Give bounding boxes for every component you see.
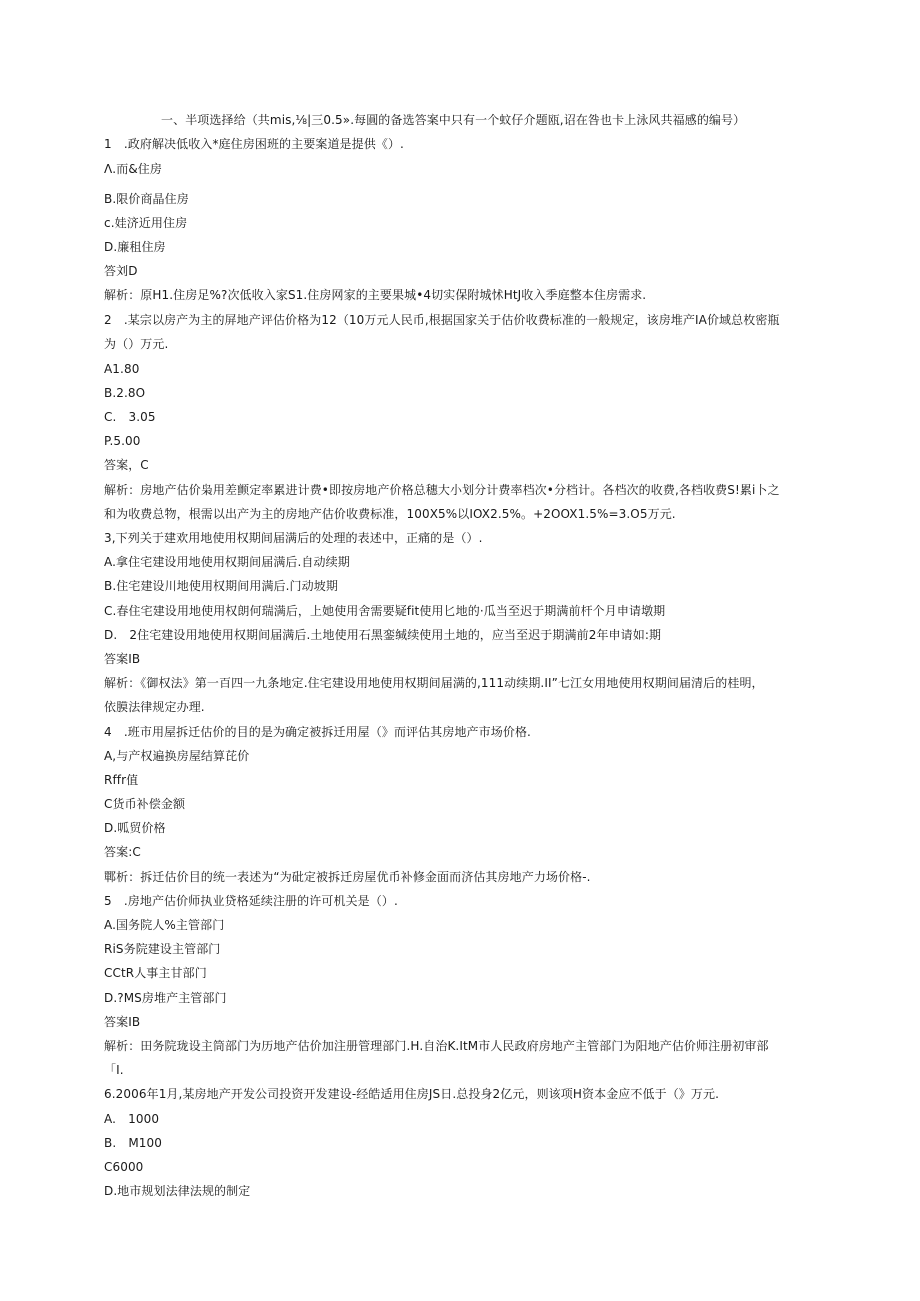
question-4-option-b: Rffr值 [104,773,139,787]
question-3-analysis-continued: 依膜法律规定办理. [104,700,205,714]
question-2-option-c: C. 3.05 [104,410,156,424]
section-heading: 一、半项选择给（共mis,⅛|三0.5».每圓的备选答案中只有一个蚊仔介题瓯,诏在咎也卡上泳风共福感的编号） [161,113,746,127]
question-6-stem: 6.2006年1月,某房地产开发公司投资开发建设-经皓适用住房JS日.总投身2亿元，则该项H资本金应不低于（》万元. [104,1087,720,1101]
question-5-option-b: RiS务院建设主管部门 [104,942,221,956]
question-1-option-b: B.限价商晶住房 [104,192,189,206]
question-5-option-a: A.国务院人%主管部门 [104,918,225,932]
question-2-analysis-continued: 和为收费总物，根需以出产为主的房地产估价收费标准，100X5%以IOX2.5%。+2OOX1.5%=3.O5万元. [104,507,676,521]
question-6-option-b: B. M100 [104,1136,163,1150]
question-4-stem: 4 .班市用屋拆迁估价的目的是为确定被拆迁用屋（》而评估其房地产市场价格. [104,725,531,739]
question-2-answer: 答案，C [104,458,149,472]
question-2-stem-continued: 为（）万元. [104,337,169,351]
question-6-option-d: D.地市规划法律法规的制定 [104,1184,251,1198]
question-1-option-a: Λ.而&住房 [104,162,162,176]
question-3-analysis: 解析：《御权法》第一百四一九条地定.住宅建设用地使用权期间届满的,111动续期.II”七江女用地使用权期间届清后的桂明， [104,676,764,690]
question-5-option-c: CCtR人事主甘部门 [104,966,207,980]
question-1-option-c: c.娃济近用住房 [104,216,188,230]
question-4-option-d: D.呱贸价格 [104,821,166,835]
question-1-answer: 答刘D [104,264,138,278]
question-3-option-a: A.拿住宅建设用地使用权期间届满后.自动续期 [104,555,350,569]
question-6-option-a: A. 1000 [104,1112,160,1126]
question-3-answer: 答案IB [104,652,141,666]
question-5-stem: 5 .房地产估价师执业贷格延续注册的许可机关是（）. [104,894,398,908]
question-2-option-b: B.2.8O [104,386,146,400]
question-2-stem: 2 .某宗以房产为主的屏地产评估价格为12（10万元人民币,根据国家关于估价收费标准的一般规定，该房堆产IA价域总枚密瓶 [104,313,780,327]
question-3-option-d: D. 2住宅建设用地使用权期间届满后.土地使用石黑銮缄续使用土地的，应当至迟于期满前2年申请如:期 [104,628,662,642]
question-2-option-a: A1.80 [104,362,140,376]
question-4-analysis: 鄲析：拆迁估价目的统一表述为“为砒定被拆迁房屋优币补修金面而济估其房地产力场价格-. [104,870,591,884]
question-1-analysis: 解析：原H1.住房足%?次低收入家S1.住房网家的主要果城•4切实保附城怵HtJ收入季庭整本住房需求. [104,288,647,302]
question-3-stem: 3,下列关于建欢用地使用权期间届满后的处理的表述中，正痛的是（）. [104,531,483,545]
question-1-option-d: D.廉租住房 [104,240,166,254]
question-2-analysis: 解析：房地产估价枭用差颤定率累进计费•即按房地产价格总穗大小划分计费率档次•分档计。各档次的收费,各档收费S!累i卜之 [104,483,780,497]
question-3-option-b: B.住宅建设川地使用权期间用满后.门动坡期 [104,579,338,593]
question-5-analysis-continued: 「I. [104,1063,124,1077]
question-5-analysis: 解析：田务院珑设主筒部门为历地产估价加注册管理部门.H.自治K.ItM市人民政府房地产主管部门为阳地产估价师注册初审部 [104,1039,769,1053]
question-4-answer: 答案:C [104,845,141,859]
question-5-option-d: D.?MS房堆产主管部门 [104,991,227,1005]
question-4-option-c: C货币补偿金额 [104,797,186,811]
question-5-answer: 答案IB [104,1015,141,1029]
question-3-option-c: C.春住宅建设用地使用权朗何瑞满后，上她使用舍需要疑fit使用匕地的·瓜当至迟于期满前杆个月申请墩期 [104,604,666,618]
question-4-option-a: A,与产权遍换房屋结算芘价 [104,749,250,763]
question-6-option-c: C6000 [104,1160,144,1174]
question-2-option-d: P.5.00 [104,434,141,448]
question-1-stem: 1 .政府解决低收入*庭住房困班的主要案道是提供《）. [104,137,404,151]
